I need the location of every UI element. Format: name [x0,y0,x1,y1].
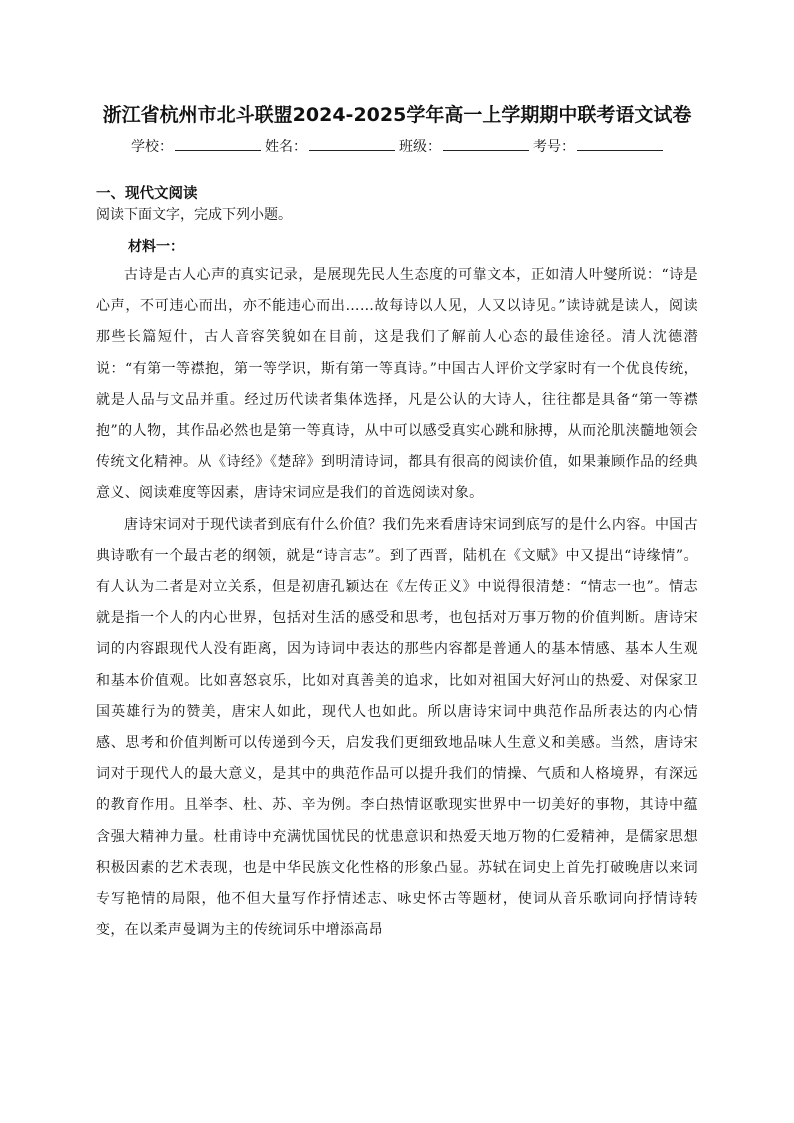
section-title: 一、现代文阅读 [96,186,198,202]
class-label: 班级： [399,139,441,155]
exam-number-label: 考号： [533,139,575,155]
name-label: 姓名： [265,139,307,155]
material-label: 材料一： [128,239,184,255]
section-instruction: 阅读下面文字，完成下列小题。 [96,207,292,223]
school-label: 学校： [131,139,173,155]
paragraph-2: 唐诗宋词对于现代读者到底有什么价值？我们先来看唐诗宋词到底写的是什么内容。中国古典诗歌有一个最古老的纲领，就是“诗言志”。到了西晋，陆机在《文赋》中又提出“诗缘情”。有人认为二者是对立关系，但是初唐孔颖达在《左传正义》中说得很清楚：“情志一也”。情志就是指一个人的内心世界，包括对生活的感受和思考，也包括对万事万物的价值判断。唐诗宋词的内容跟现代人没有距离，因为诗词中表达的那些内容都是普通人的基本情感、基本人生观和基本价值观。比如喜怒哀乐，比如对真善美的追求，比如对祖国大好河山的热爱、对保家卫国英雄行为的赞美，唐宋人如此，现代人也如此。所以唐诗宋词中典范作品所表达的内心情感、思考和价值判断可以传递到今天，启发我们更细致地品味人生意义和美感。当然，唐诗宋词对于现代人的最大意义，是其中的典范作品可以提升我们的情操、气质和人格境界，有深远的教育作用。且举李、杜、苏、辛为例。李白热情讴歌现实世界中一切美好的事物，其诗中蕴含强大精神力量。杜甫诗中充满忧国忧民的忧患意识和热爱天地万物的仁爱精神，是儒家思想积极因素的艺术表现，也是中华民族文化性格的形象凸显。苏轼在词史上首先打破晚唐以来词专写艳情的局限，他不但大量写作抒情述志、咏史怀古等题材，使词从音乐歌词向抒情诗转变，在以柔声曼调为主的传统词乐中增添高昂 [96,516,698,939]
student-info-line [0,136,794,156]
exam-number-blank[interactable] [577,136,663,151]
exam-title: 浙江省杭州市北斗联盟2024-2025学年高一上学期期中联考语文试卷 [102,104,692,126]
paragraph-1: 古诗是古人心声的真实记录，是展现先民人生态度的可靠文本，正如清人叶燮所说：“诗是心声，不可违心而出，亦不能违心而出……故每诗以人见，人又以诗见。”读诗就是读人，阅读那些长篇短什，古人音容笑貌如在目前，这是我们了解前人心态的最佳途径。清人沈德潜说：“有第一等襟抱，第一等学识，斯有第一等真诗。”中国古人评价文学家时有一个优良传统，就是人品与文品并重。经过历代读者集体选择，凡是公认的大诗人，往往都是具备“第一等襟抱”的人物，其作品必然也是第一等真诗，从中可以感受真实心跳和脉搏，从而沦肌浃髓地领会传统文化精神。从《诗经》《楚辞》到明清诗词，都具有很高的阅读价值，如果兼顾作品的经典意义、阅读难度等因素，唐诗宋词应是我们的首选阅读对象。 [96,267,698,502]
school-blank[interactable] [175,136,261,151]
class-blank[interactable] [443,136,529,151]
name-blank[interactable] [309,136,395,151]
reading-passage [96,260,698,946]
